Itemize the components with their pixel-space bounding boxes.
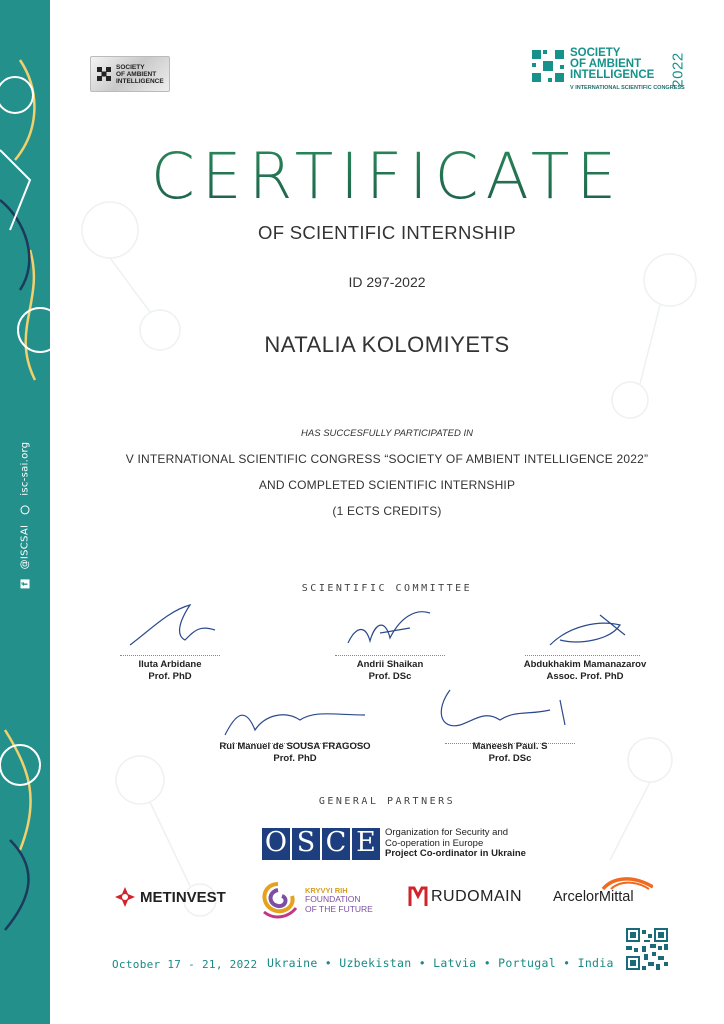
arcelormittal-name: ArcelorMittal	[553, 889, 634, 905]
logo-year: 2022	[669, 52, 687, 88]
kryvyi-rih-title: KRYVYI RIH	[305, 885, 348, 895]
osce-letter: S	[292, 828, 320, 860]
committee-member: Abdukhakim Mamanazarov Assoc. Prof. PhD	[523, 659, 647, 682]
metinvest-name: METINVEST	[140, 888, 226, 906]
signature-arbidane	[120, 600, 230, 655]
partners-heading: GENERAL PARTNERS	[318, 796, 456, 807]
metinvest-icon	[115, 887, 135, 907]
committee-heading: SCIENTIFIC COMMITTEE	[301, 583, 473, 594]
signature-fragoso	[215, 695, 375, 745]
kryvyi-rih-foundation-logo	[256, 880, 373, 920]
congress-logo	[532, 48, 692, 94]
kryvyi-rih-swirl-icon	[256, 880, 300, 920]
sidebar-contact-text	[20, 442, 31, 589]
sai-logo-icon	[96, 66, 112, 82]
credits: (1 ECTS CREDITS)	[332, 504, 442, 518]
osce-letter: O	[262, 828, 290, 860]
signature-line	[120, 655, 220, 656]
website: isc-sai.org	[19, 441, 31, 496]
recipient-name: NATALIA KOLOMIYETS	[264, 332, 510, 357]
signature-line	[335, 655, 445, 656]
qr-code	[626, 928, 668, 970]
osce-letter: E	[352, 828, 380, 860]
hologram-sticker	[90, 56, 170, 92]
committee-member: Iluta Arbidane Prof. PhD	[138, 659, 202, 682]
completion-statement: AND COMPLETED SCIENTIFIC INTERNSHIP	[258, 478, 516, 492]
osce-letter: C	[322, 828, 350, 860]
sidebar-strip	[0, 0, 50, 1024]
sticker-text: SOCIETY OF AMBIENT INTELLIGENCE	[116, 63, 164, 85]
committee-member: Andrii Shaikan Prof. DSc	[356, 659, 424, 682]
certificate-title: CERTIFICATE	[80, 140, 694, 213]
committee-member: Maneesh Paul. S Prof. DSc	[472, 741, 548, 764]
osce-description: Organization for Security and Co-operation in Europe Project Co-ordinator in Ukraine	[385, 827, 526, 860]
signature-shaikan	[340, 603, 440, 653]
metinvest-logo	[115, 887, 226, 907]
event-dates: October 17 - 21, 2022	[112, 958, 258, 971]
rudomain-icon	[408, 886, 428, 908]
event-name: V INTERNATIONAL SCIENTIFIC CONGRESS “SOCIETY OF AMBIENT INTELLIGENCE 2022”	[125, 452, 649, 466]
signature-paul	[430, 680, 580, 740]
kryvyi-rih-line: FOUNDATION	[305, 894, 361, 905]
participating-countries: Ukraine • Uzbekistan • Latvia • Portugal • India	[267, 956, 614, 970]
osce-logo	[262, 827, 526, 861]
logo-name: SOCIETY OF AMBIENT INTELLIGENCE	[570, 47, 655, 81]
committee-member: Rui Manuel de SOUSA FRAGOSO Prof. PhD	[219, 741, 371, 764]
sai-logo-icon	[532, 50, 564, 82]
certificate-subtitle: OF SCIENTIFIC INTERNSHIP	[258, 222, 516, 243]
rudomain-logo	[408, 886, 522, 908]
signature-mamanazarov	[540, 605, 640, 655]
logo-subtitle: V INTERNATIONAL SCIENTIFIC CONGRESS	[570, 85, 685, 91]
certificate-id: ID 297-2022	[348, 274, 426, 290]
social-handle: @ISCSAI	[19, 524, 31, 570]
participation-statement: HAS SUCCESFULLY PARTICIPATED IN	[301, 428, 473, 439]
kryvyi-rih-line: OF THE FUTURE	[305, 903, 373, 914]
facebook-icon: f	[21, 579, 30, 588]
globe-icon	[21, 506, 30, 515]
signature-line	[525, 655, 640, 656]
rudomain-name: RUDOMAIN	[431, 888, 523, 905]
